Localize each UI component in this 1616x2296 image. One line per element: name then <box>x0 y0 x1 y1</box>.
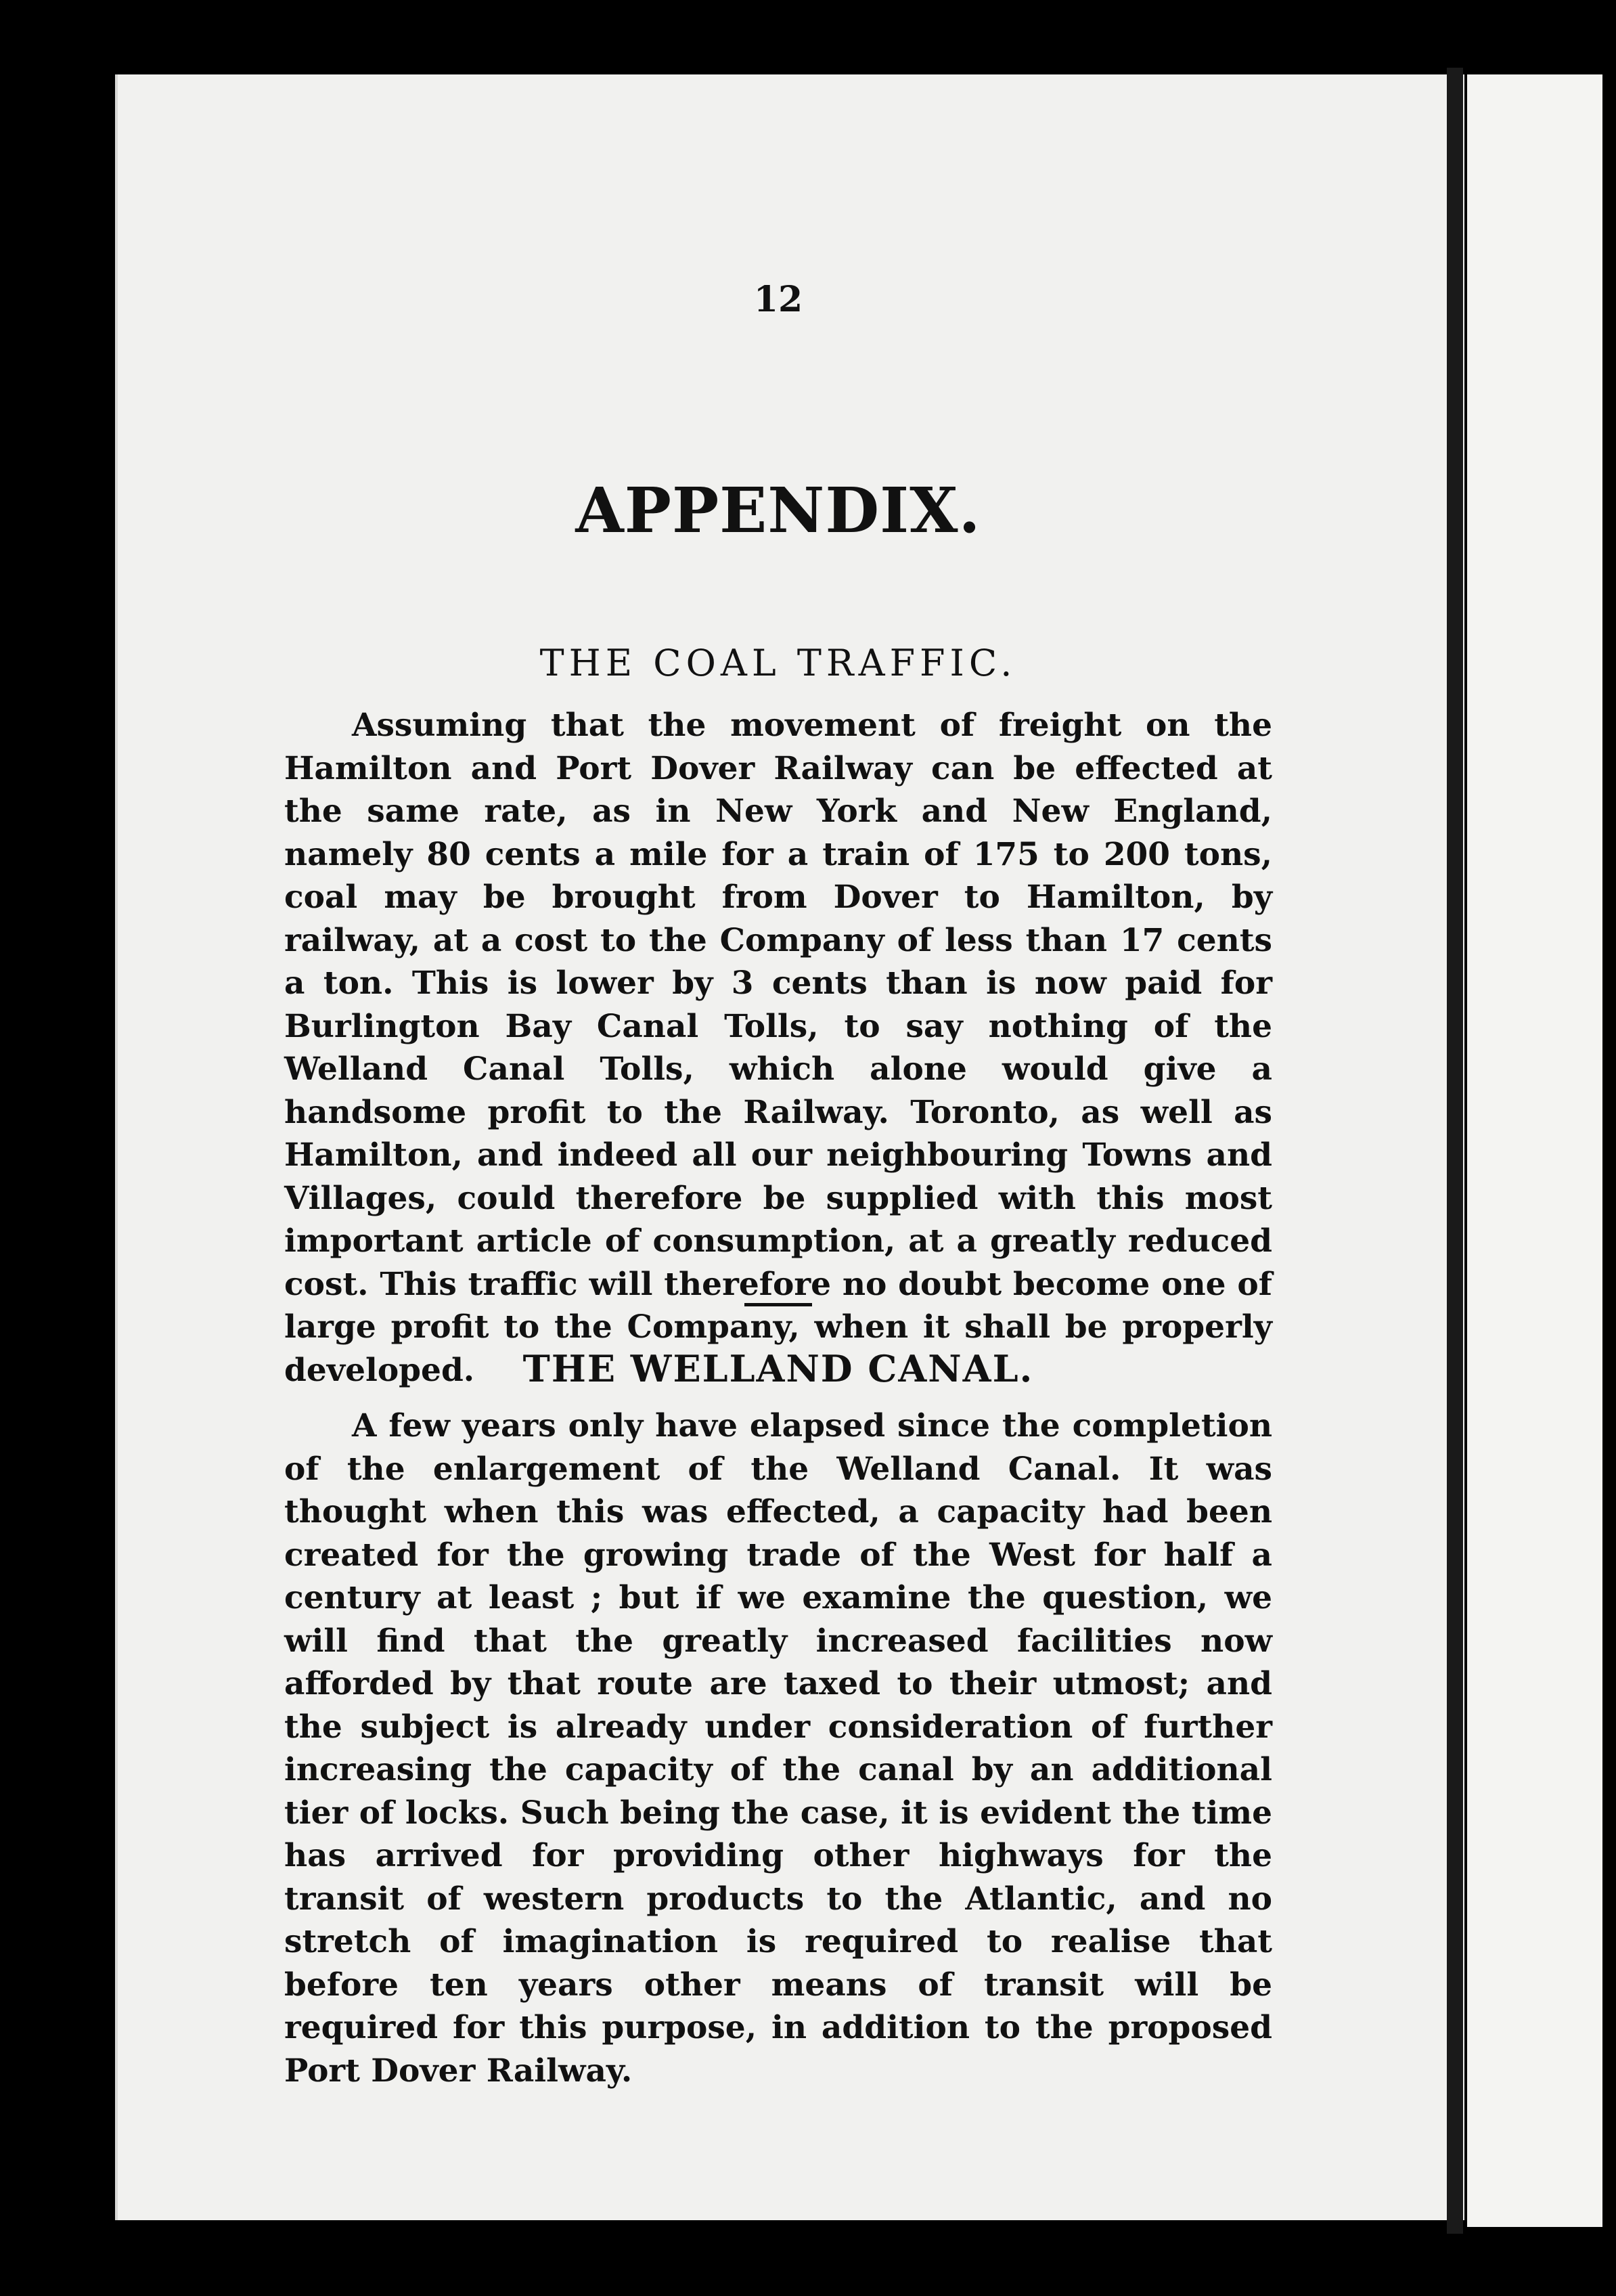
page-gutter <box>1447 68 1463 2234</box>
coal-traffic-paragraph: Assuming that the movement of freight on the Hamilton and Port Dover Railway can be effected at the same rate, as in New York and New England, namely 80 cents a mile for a train of 175 to 200 tons, coal may be brought from Dover to Hamilton, by railway, at a cost to the Company of less than 17 cents a ton. This is lower by 3 cents than is now paid for Burlington Bay Canal Tolls, to say nothing of the Welland Canal Tolls, which alone would give a handsome profit to the Railway. Toronto, as well as Hamilton, and indeed all our neighbouring Towns and Villages, could therefore be supplied with this most important article of consumption, at a greatly reduced cost. This traffic will therefore no doubt become one of large profit to the Company, when it shall be properly developed. <box>284 707 1272 1389</box>
welland-canal-heading: THE WELLAND CANAL. <box>522 1347 1034 1390</box>
coal-traffic-heading: THE COAL TRAFFIC. <box>539 642 1017 684</box>
welland-canal-paragraph: A few years only have elapsed since the completion of the enlargement of the Welland Canal. It was thought when this was effected, a capacity had been created for the growing trade of the West for half a century at least ; but if we examine the question, we will find that the greatly increased facilities now afforded by that route are taxed to their utmost; and the subject is already under consideration of further increasing the capacity of the canal by an additional tier of locks. Such being the case, it is evident the time has arrived for providing other highways for the transit of western products to the Atlantic, and no stretch of imagination is required to realise that before ten years other means of transit will be required for this purpose, in addition to the proposed Port Dover Railway. <box>284 1407 1272 2090</box>
adjacent-page-edge <box>1467 74 1602 2227</box>
page-number: 12 <box>753 279 803 320</box>
section-divider <box>744 1303 812 1306</box>
appendix-title: APPENDIX. <box>575 474 981 547</box>
